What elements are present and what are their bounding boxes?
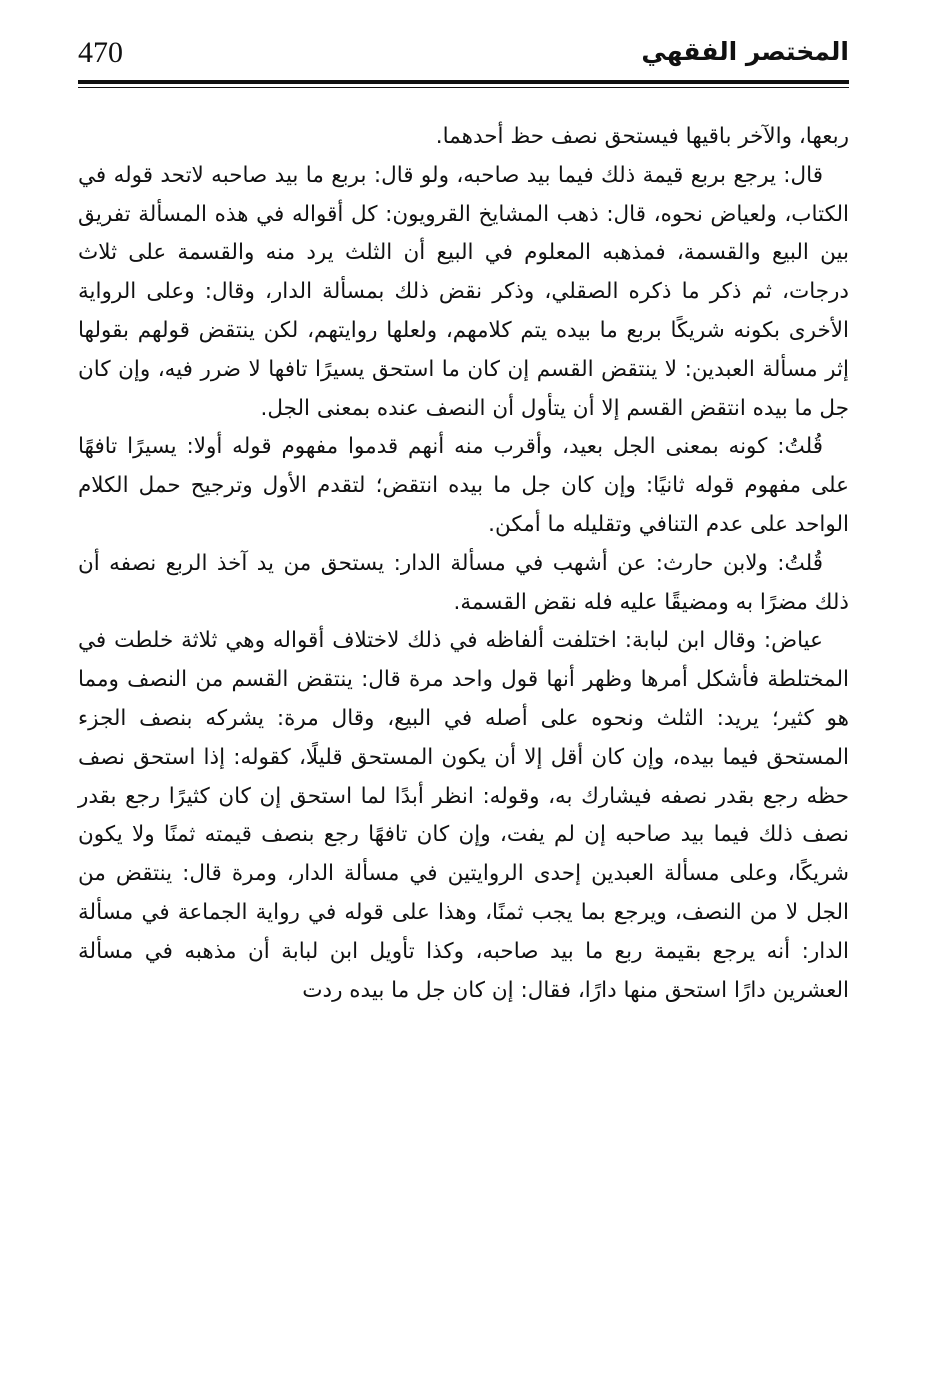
header-rule-thick [78,80,849,84]
paragraph-3: قُلتُ: كونه بمعنى الجل بعيد، وأقرب منه أنهم قدموا مفهوم قوله أولا: يسيرًا تافهًا على مفهوم قوله ثانيًا: وإن كان جل ما بيده انتقض؛ لتقدم الأول وترجيح حمل الكلام الواحد على عدم التنافي وتقليله ما أمكن. [78,434,849,537]
page-number: 470 [78,36,123,69]
page-header [78,34,849,90]
running-title: المختصر الفقهي [641,37,849,66]
paragraph-1: ربعها، والآخر باقيها فيستحق نصف حظ أحدهما. [435,124,849,149]
paragraph-5: عياض: وقال ابن لبابة: اختلفت ألفاظه في ذلك لاختلاف أقواله وهي ثلاثة خلطت في المختلطة فأشكل أمرها وظهر أنها قول واحد مرة قال: ينتقض القسم من النصف ومما هو كثير؛ يريد: الثلث ونحوه على أصله في البيع، وقال مرة: يشركه بنصف الجزء المستحق فيما بيده، وإن كان أقل إلا أن يكون المستحق قليلًا، كقوله: إذا استحق نصف حظه رجع بقدر نصفه فيشارك به، وقوله: انظر أبدًا لما استحق إن كان كثيرًا رجع بقدر نصف ذلك فيما بيد صاحبه إن لم يفت، وإن كان تافهًا رجع بنصف قيمته ثمنًا ولا يكون شريكًا، وعلى مسألة العبدين إحدى الروايتين في مسألة الدار، ومرة قال: ينتقض من الجل لا من النصف، ويرجع بما يجب ثمنًا، وهذا على قوله في رواية الجماعة في مسألة الدار: أنه يرجع بقيمة ربع ما بيد صاحبه، وكذا تأويل ابن لبابة أن مذهبه في مسألة العشرين دارًا استحق منها دارًا، فقال: إن كان جل ما بيده ردت [78,628,849,1003]
page-body [78,118,849,1010]
paragraph-2: قال: يرجع بربع قيمة ذلك فيما بيد صاحبه، ولو قال: بربع ما بيد صاحبه لاتحد قوله في الكتاب، ولعياض نحوه، قال: ذهب المشايخ القرويون: كل أقواله في هذه المسألة تفريق بين البيع والقسمة، فمذهبه المعلوم في البيع أن الثلث يرد منه والقسمة على ثلاث درجات، ثم ذكر ما ذكره الصقلي، وذكر نقض ذلك بمسألة الدار، وقال: وعلى الرواية الأخرى بكونه شريكًا بربع ما بيده يتم كلامهم، ولعلها روايتهم، لكن ينتقض قولهم بقولها إثر مسألة العبدين: لا ينتقض القسم إن كان ما استحق يسيرًا تافها لا ضرر فيه، وإن كان جل ما بيده انتقض القسم إلا أن يتأول أن النصف عنده بمعنى الجل. [78,162,849,421]
paragraph-4: قُلتُ: ولابن حارث: عن أشهب في مسألة الدار: يستحق من يد آخذ الربع نصفه أن ذلك مضرًا به ومضيقًا عليه فله نقض القسمة. [78,550,849,615]
header-rule-thin [78,87,849,88]
